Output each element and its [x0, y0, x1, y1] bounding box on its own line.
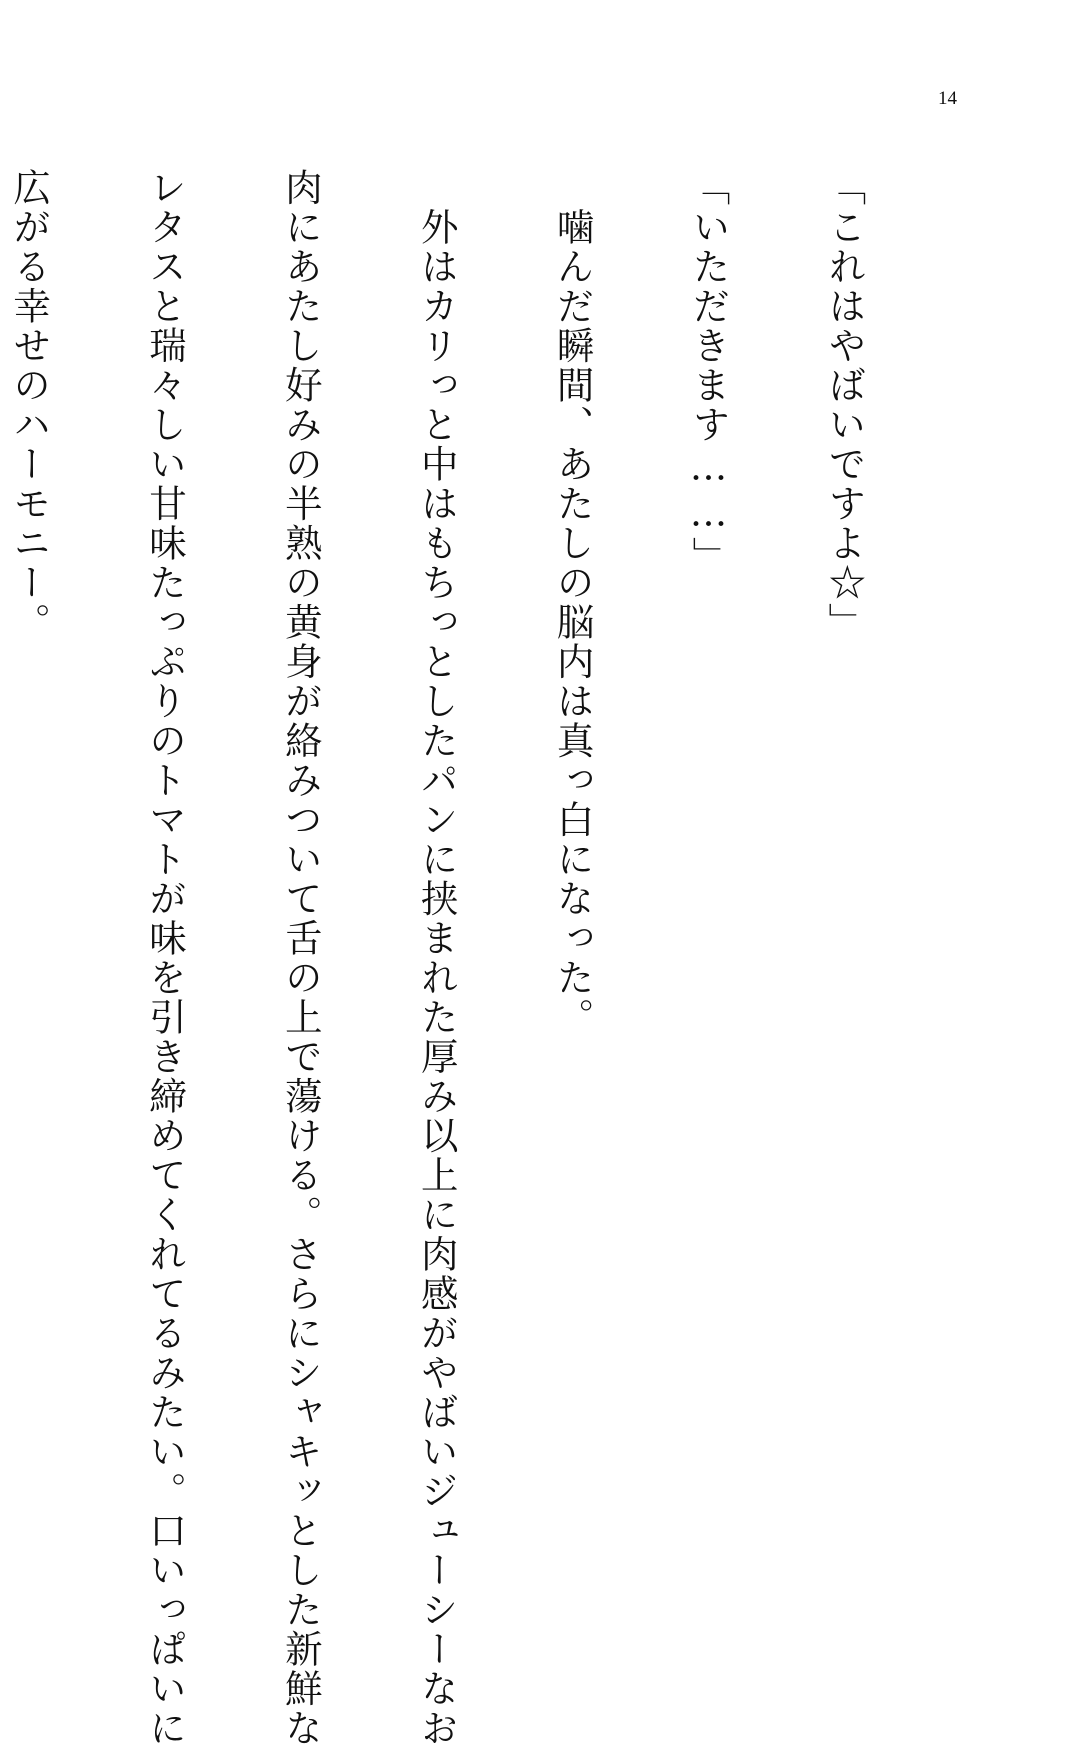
text-line: 外はカリっと中はもちっとしたパンに挟まれた厚み以上に肉感がやばいジューシーなお: [414, 168, 459, 1748]
vertical-text-body: [0, 168, 957, 1748]
text-line: レタスと瑞々しい甘味たっぷりのトマトが味を引き締めてくれてるみたい。口いっぱいに: [142, 168, 187, 1748]
text-line: 「これはやばいですよ☆」: [822, 168, 867, 642]
text-line: 肉にあたし好みの半熟の黄身が絡みついて舌の上で蕩ける。さらにシャキッとした新鮮な: [278, 168, 323, 1748]
text-line: 広がる幸せのハーモニー。: [7, 168, 52, 642]
text-line: 噛んだ瞬間、あたしの脳内は真っ白になった。: [550, 168, 595, 1037]
text-line: 「いただきます……」: [686, 168, 731, 576]
page-number: 14: [938, 88, 957, 109]
